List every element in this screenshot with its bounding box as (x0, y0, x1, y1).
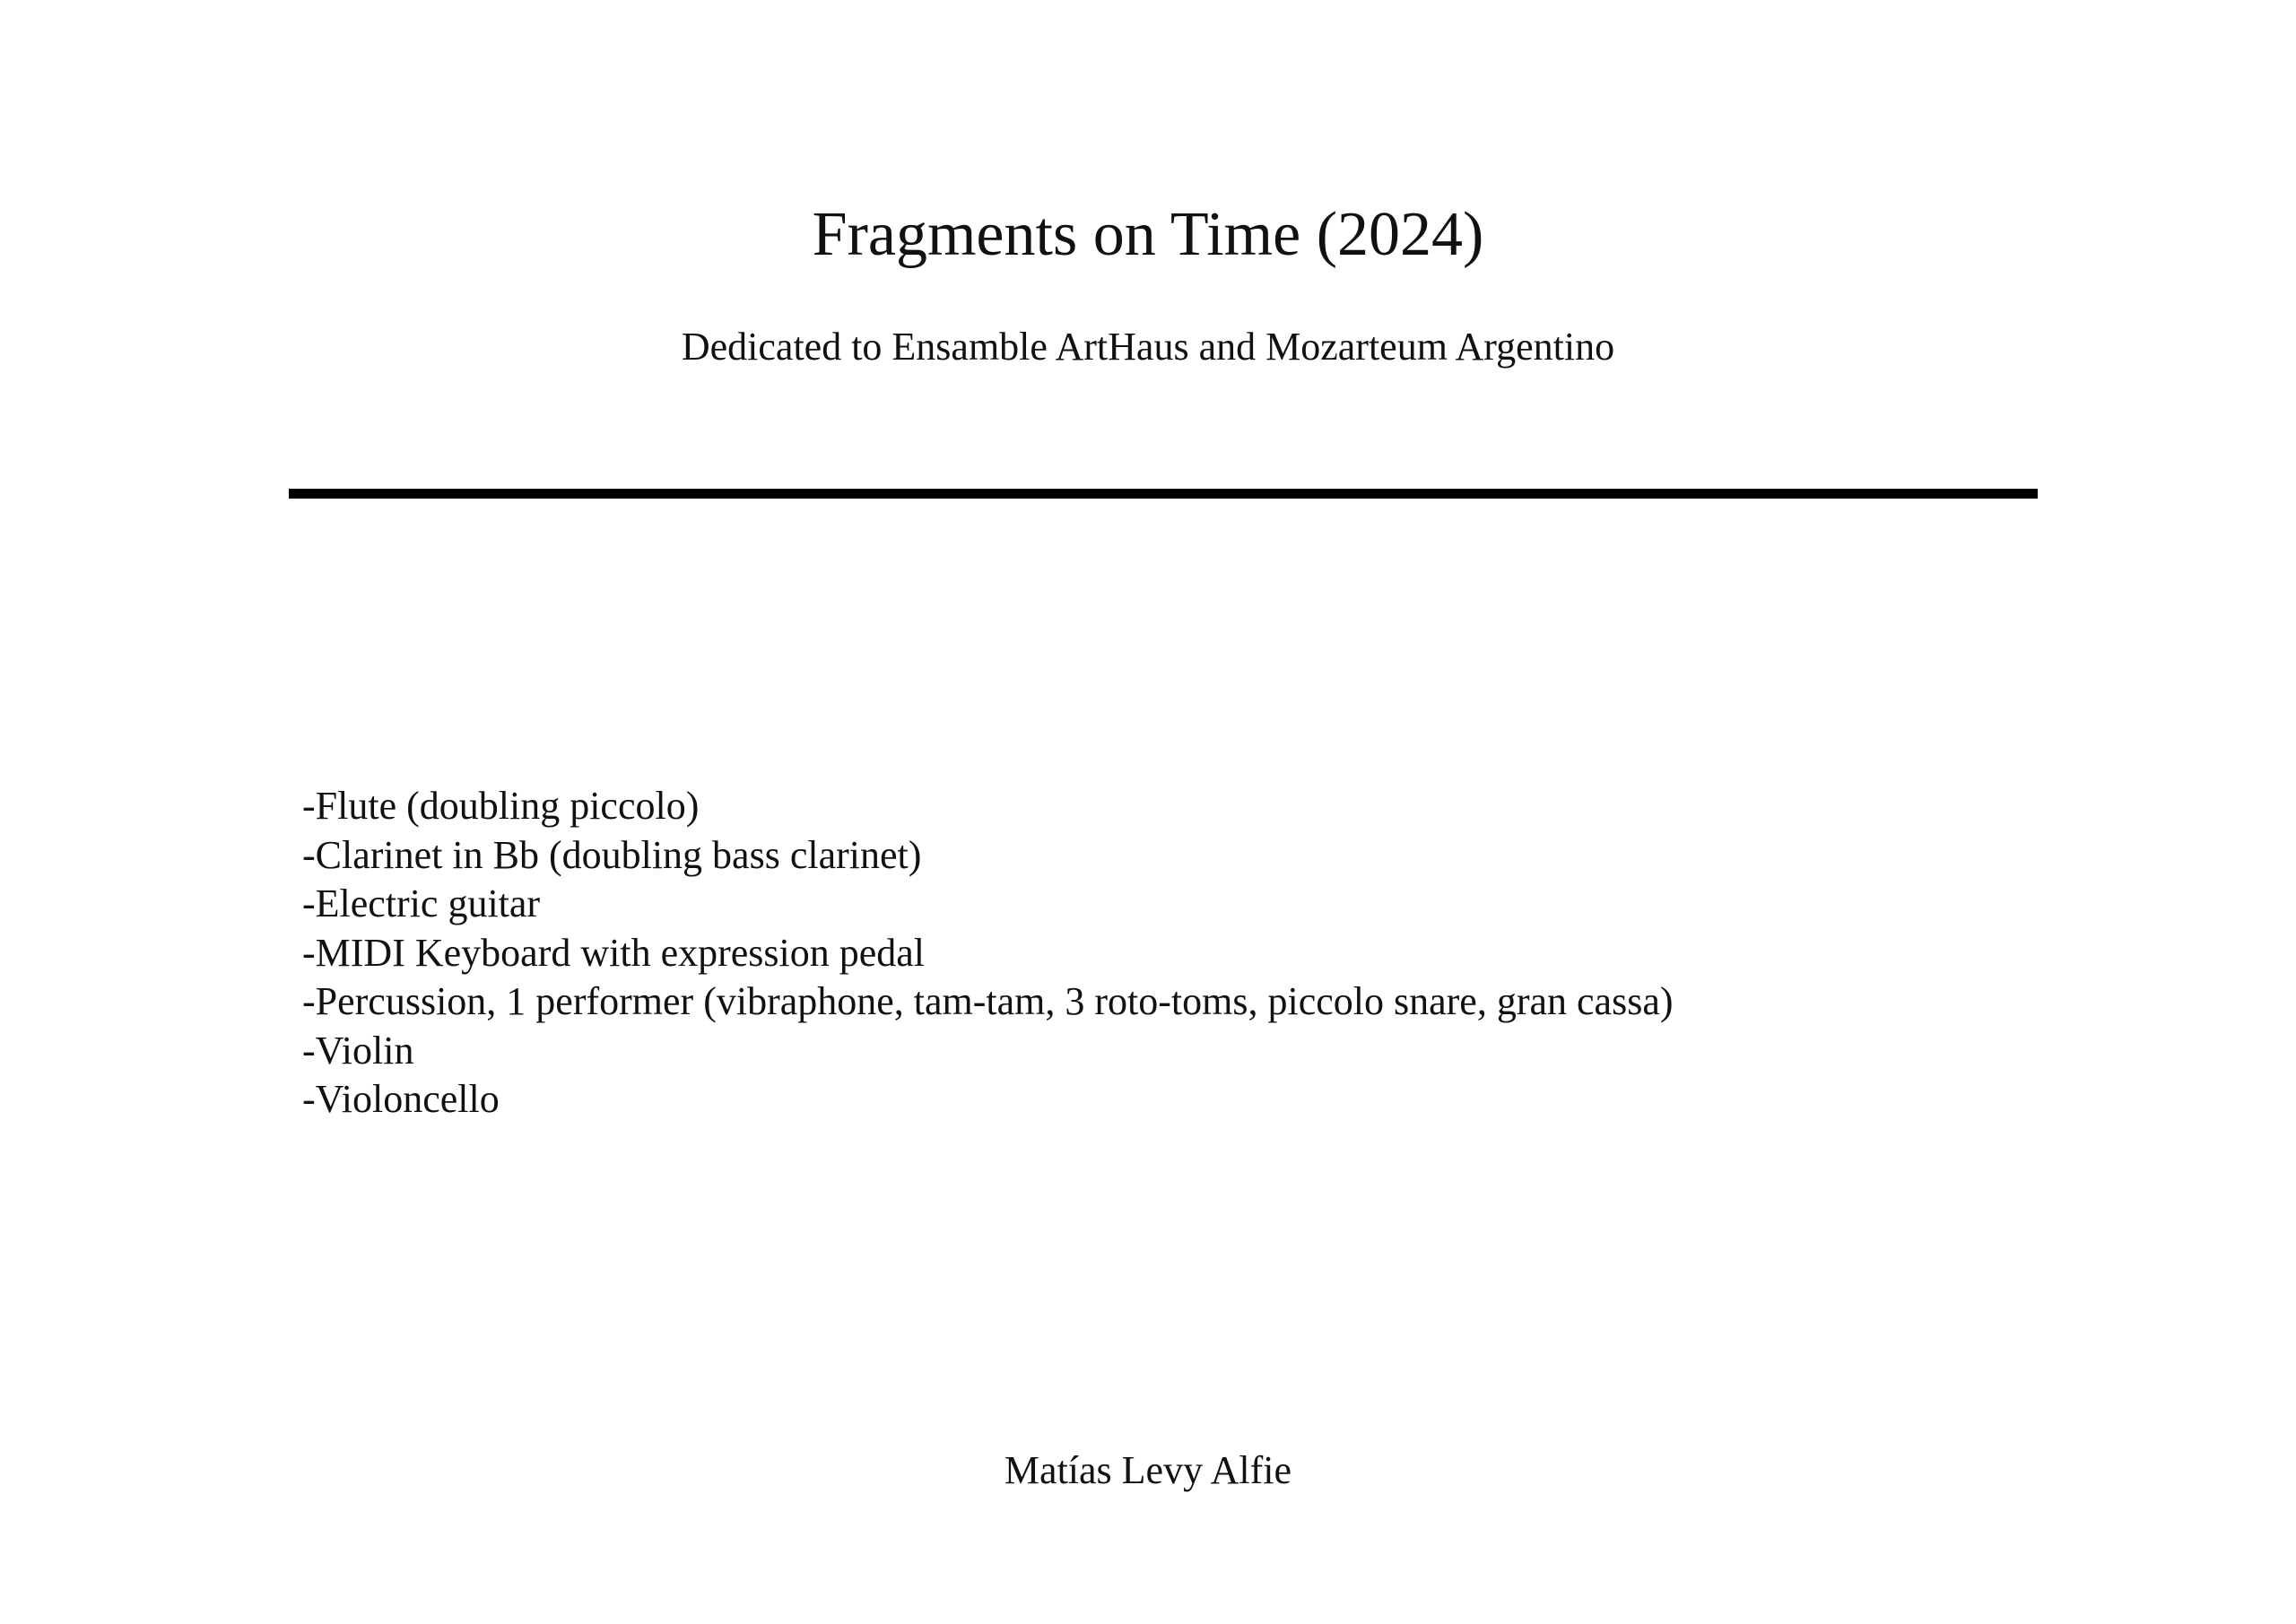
instrument-item-violin: -Violin (302, 1028, 414, 1073)
instrument-item-midi-keyboard: -MIDI Keyboard with expression pedal (302, 930, 926, 975)
title-divider (289, 489, 2038, 499)
dedication: Dedicated to Ensamble ArtHaus and Mozarteum Argentino (681, 325, 1615, 369)
instrument-item-electric-guitar: -Electric guitar (302, 881, 541, 925)
instrument-item-violoncello: -Violoncello (302, 1077, 500, 1121)
instrumentation-list (302, 782, 1674, 1125)
page-title: Fragments on Time (2024) (812, 200, 1484, 269)
instrument-item-percussion: -Percussion, 1 performer (vibraphone, tam-tam, 3 roto-toms, piccolo snare, gran cassa) (302, 979, 1674, 1023)
composer-name: Matías Levy Alfie (1004, 1448, 1292, 1492)
instrument-item-flute: -Flute (doubling piccolo) (302, 784, 700, 828)
instrument-item-clarinet: -Clarinet in Bb (doubling bass clarinet) (302, 832, 922, 877)
